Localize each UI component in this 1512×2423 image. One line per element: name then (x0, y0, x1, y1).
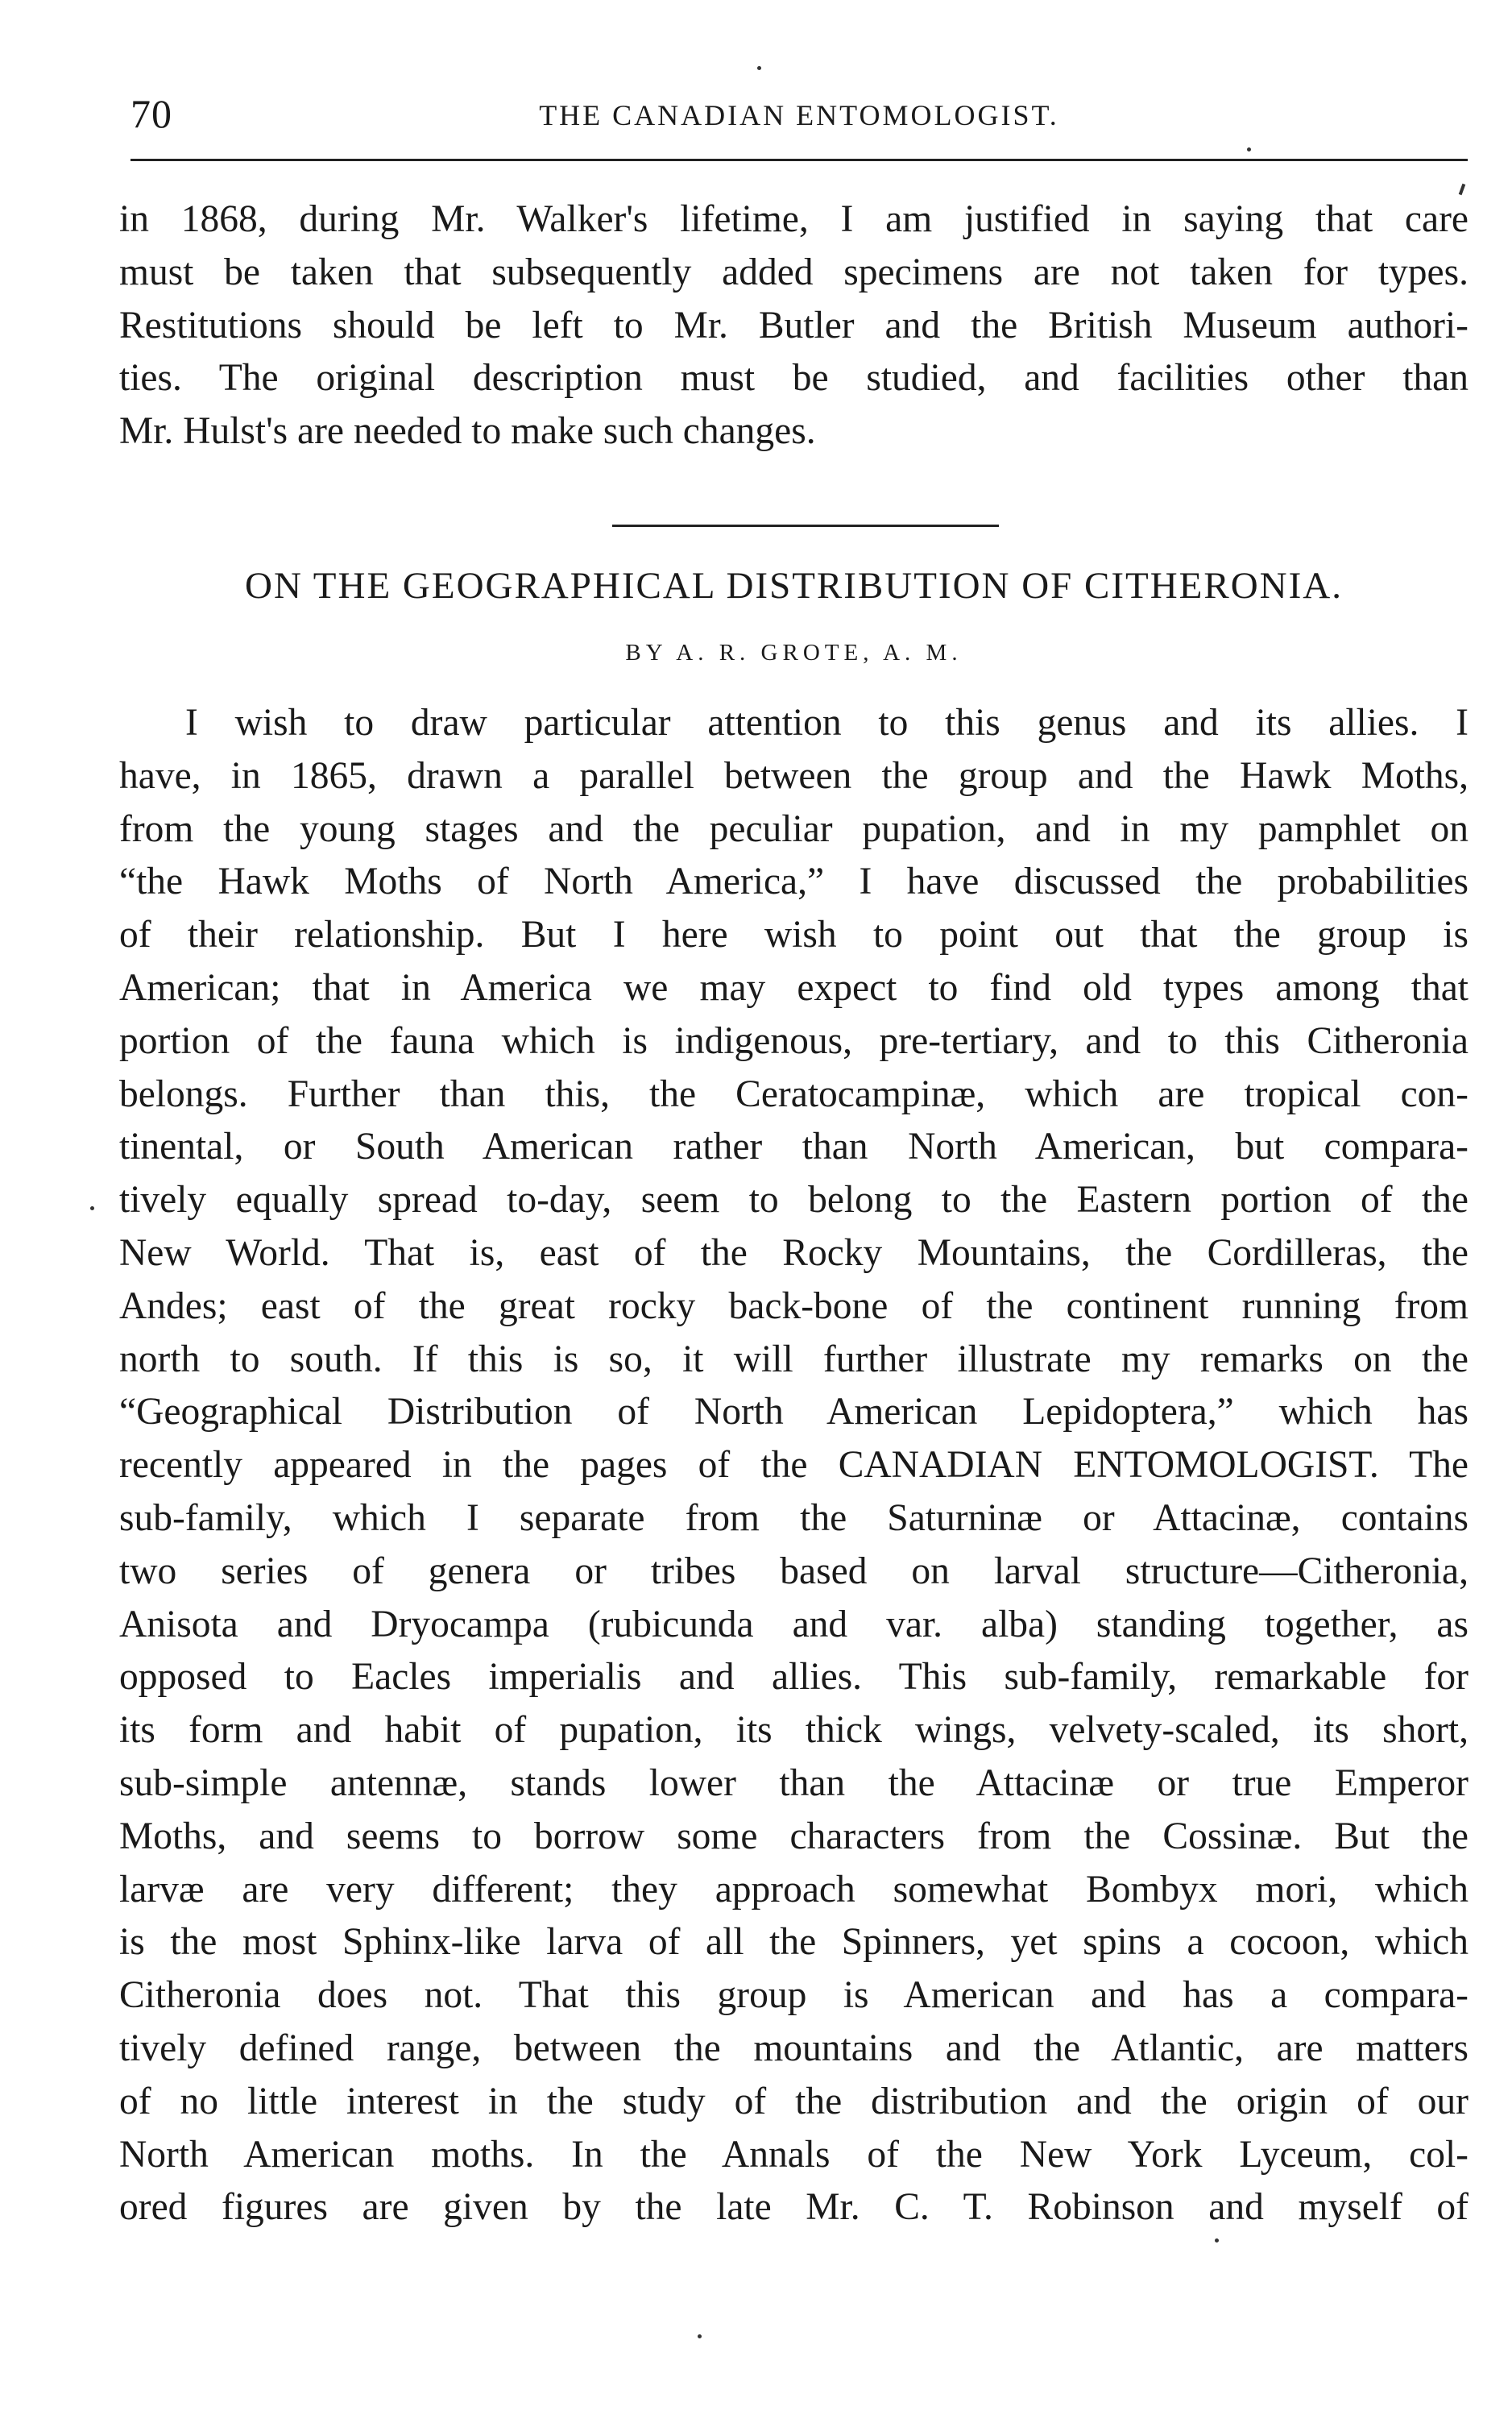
text-line: north to south. If this is so, it will further illustrate my remarks on the (119, 1338, 1469, 1380)
text-line: ored figures are given by the late Mr. C. T. Robinson and myself of (119, 2186, 1469, 2229)
print-speck (757, 66, 761, 70)
text-line: Restitutions should be left to Mr. Butler and the British Museum authori- (119, 304, 1469, 346)
text-line: in 1868, during Mr. Walker's lifetime, I am justified in saying that care (119, 198, 1469, 240)
text-line: opposed to Eacles imperialis and allies. This sub-family, remarkable for (119, 1656, 1469, 1699)
journal-title: THE CANADIAN ENTOMOLOGIST. (539, 99, 1059, 131)
text-line: its form and habit of pupation, its thick wings, velvety-scaled, its short, (119, 1709, 1469, 1752)
text-line: New World. That is, east of the Rocky Mountains, the Cordilleras, the (119, 1231, 1469, 1274)
print-speck (1247, 147, 1251, 151)
text-line: Mr. Hulst's are needed to make such changes. (119, 410, 816, 453)
article-body (119, 697, 1469, 2234)
text-line: sub-family, which I separate from the Saturninæ or Attacinæ, contains (119, 1496, 1469, 1539)
text-line: Anisota and Dryocampa (rubicunda and var. alba) standing together, as (119, 1603, 1469, 1645)
text-line: I wish to draw particular attention to this genus and its allies. I (185, 702, 1469, 744)
text-line: two series of genera or tribes based on larval structure—Citheronia, (119, 1550, 1469, 1592)
header-rule (130, 159, 1468, 161)
text-line: sub-simple antennæ, stands lower than the Attacinæ or true Emperor (119, 1761, 1469, 1804)
text-line: of their relationship. But I here wish to point out that the group is (119, 914, 1469, 956)
text-line: belongs. Further than this, the Ceratocampinæ, which are tropical con- (119, 1073, 1469, 1115)
text-line: portion of the fauna which is indigenous, pre-tertiary, and to this Citheronia (119, 1019, 1469, 1062)
running-head (130, 90, 1468, 147)
continuation-paragraph (119, 193, 1469, 458)
text-line: “the Hawk Moths of North America,” I have discussed the probabilities (119, 861, 1469, 903)
text-line: must be taken that subsequently added specimens are not taken for types. (119, 251, 1469, 293)
article-byline: BY A. R. GROTE, A. M. (625, 640, 963, 666)
text-line: of no little interest in the study of the distribution and the origin of our (119, 2080, 1469, 2122)
text-line: American; that in America we may expect to find old types among that (119, 966, 1469, 1009)
print-speck (698, 2334, 702, 2338)
text-line: North American moths. In the Annals of the New York Lyceum, col- (119, 2133, 1469, 2176)
text-line: recently appeared in the pages of the CANADIAN ENTOMOLOGIST. The (119, 1444, 1469, 1487)
print-speck (90, 1206, 94, 1210)
text-line: Andes; east of the great rocky back-bone of the continent running from (119, 1284, 1469, 1327)
text-line: “Geographical Distribution of North American Lepidoptera,” which has (119, 1391, 1469, 1433)
text-line: tively equally spread to-day, seem to belong to the Eastern portion of the (119, 1179, 1469, 1222)
text-line: tively defined range, between the mountains and the Atlantic, are matters (119, 2027, 1469, 2069)
article-title: ON THE GEOGRAPHICAL DISTRIBUTION OF CITHERONIA. (245, 565, 1343, 607)
text-line: tinental, or South American rather than North American, but compara- (119, 1126, 1469, 1168)
text-line: from the young stages and the peculiar pupation, and in my pamphlet on (119, 807, 1469, 850)
page-number: 70 (130, 91, 172, 136)
section-separator-rule (612, 525, 999, 527)
text-line: is the most Sphinx-like larva of all the Spinners, yet spins a cocoon, which (119, 1921, 1469, 1964)
text-line: Citheronia does not. That this group is American and has a compara- (119, 1974, 1469, 2017)
text-line: larvæ are very different; they approach somewhat Bombyx mori, which (119, 1868, 1469, 1911)
text-line: ties. The original description must be studied, and facilities other than (119, 357, 1469, 400)
text-line: Moths, and seems to borrow some characters from the Cossinæ. But the (119, 1815, 1469, 1857)
text-line: have, in 1865, drawn a parallel between the group and the Hawk Moths, (119, 754, 1469, 797)
print-speck (1215, 2238, 1219, 2243)
